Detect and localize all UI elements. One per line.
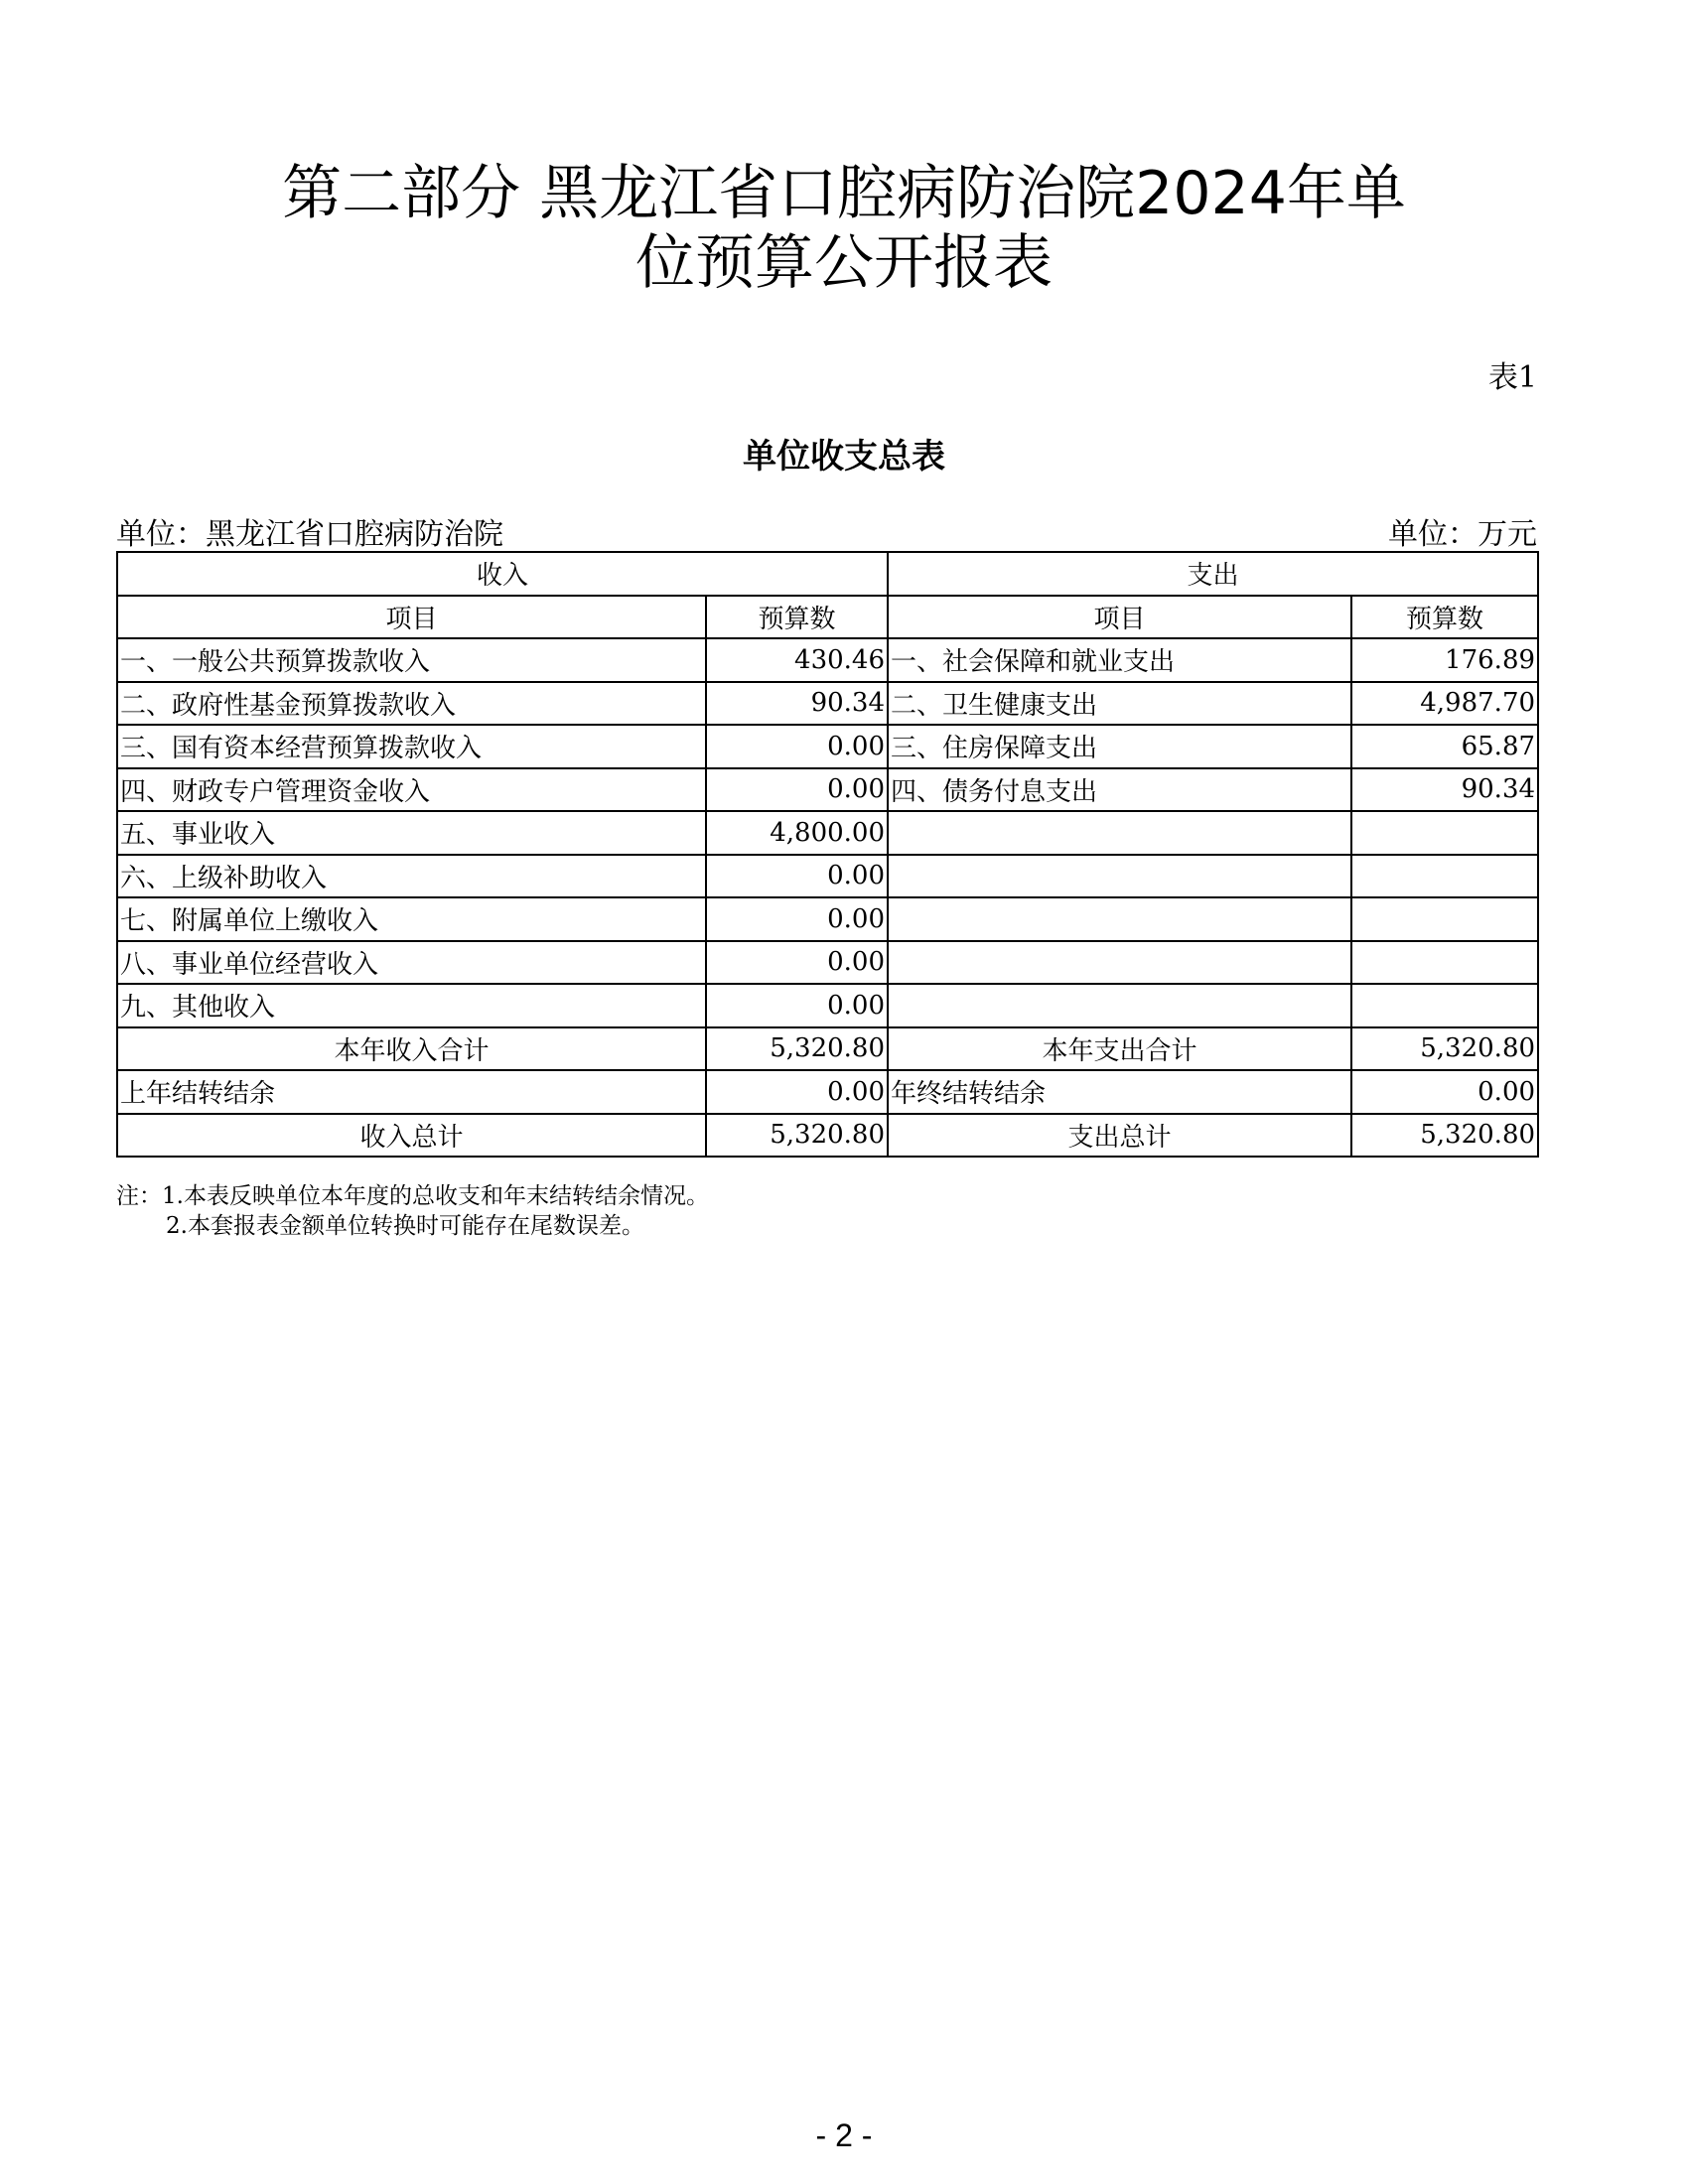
table-row bbox=[117, 811, 1538, 855]
title-line-2: 位预算公开报表 bbox=[635, 228, 1053, 298]
income-item: 六、上级补助收入 bbox=[117, 855, 706, 898]
expense-value bbox=[1351, 811, 1538, 855]
income-expense-table bbox=[116, 551, 1539, 1158]
expense-value: 176.89 bbox=[1351, 638, 1538, 682]
income-total-value: 5,320.80 bbox=[706, 1114, 888, 1158]
income-item: 八、事业单位经营收入 bbox=[117, 941, 706, 985]
table-title: 单位收支总表 bbox=[743, 437, 945, 477]
expense-item: 二、卫生健康支出 bbox=[888, 682, 1351, 726]
income-budget-header: 预算数 bbox=[706, 596, 888, 639]
note-line-1: 注：1.本表反映单位本年度的总收支和年末结转结余情况。 bbox=[116, 1183, 709, 1209]
income-item: 七、附属单位上缴收入 bbox=[117, 897, 706, 941]
expense-budget-header: 预算数 bbox=[1351, 596, 1538, 639]
column-header-row bbox=[117, 596, 1538, 639]
income-item: 九、其他收入 bbox=[117, 984, 706, 1027]
unit-organization: 单位：黑龙江省口腔病防治院 bbox=[116, 517, 503, 552]
income-item: 四、财政专户管理资金收入 bbox=[117, 768, 706, 812]
expense-value bbox=[1351, 941, 1538, 985]
expense-item-header: 项目 bbox=[888, 596, 1351, 639]
income-header: 收入 bbox=[117, 552, 888, 596]
expense-value: 65.87 bbox=[1351, 725, 1538, 768]
table-row bbox=[117, 768, 1538, 812]
expense-item bbox=[888, 941, 1351, 985]
table-row bbox=[117, 897, 1538, 941]
expense-header: 支出 bbox=[888, 552, 1538, 596]
table-row bbox=[117, 855, 1538, 898]
expense-item bbox=[888, 811, 1351, 855]
expense-item bbox=[888, 984, 1351, 1027]
expense-value bbox=[1351, 855, 1538, 898]
expense-item: 三、住房保障支出 bbox=[888, 725, 1351, 768]
expense-carryover-value: 0.00 bbox=[1351, 1070, 1538, 1114]
expense-total-value: 5,320.80 bbox=[1351, 1114, 1538, 1158]
income-value: 90.34 bbox=[706, 682, 888, 726]
income-item-header: 项目 bbox=[117, 596, 706, 639]
page-title bbox=[0, 159, 1688, 298]
income-carryover-value: 0.00 bbox=[706, 1070, 888, 1114]
table-row bbox=[117, 682, 1538, 726]
page-number: - 2 - bbox=[815, 2117, 873, 2153]
table-row bbox=[117, 984, 1538, 1027]
income-subtotal-label: 本年收入合计 bbox=[117, 1027, 706, 1071]
table-notes bbox=[116, 1181, 709, 1241]
expense-item bbox=[888, 855, 1351, 898]
income-value: 0.00 bbox=[706, 768, 888, 812]
expense-item: 四、债务付息支出 bbox=[888, 768, 1351, 812]
expense-value bbox=[1351, 984, 1538, 1027]
expense-value bbox=[1351, 897, 1538, 941]
expense-value: 90.34 bbox=[1351, 768, 1538, 812]
income-value: 0.00 bbox=[706, 725, 888, 768]
income-value: 0.00 bbox=[706, 984, 888, 1027]
income-value: 0.00 bbox=[706, 855, 888, 898]
expense-subtotal-value: 5,320.80 bbox=[1351, 1027, 1538, 1071]
income-item: 一、一般公共预算拨款收入 bbox=[117, 638, 706, 682]
table-row bbox=[117, 638, 1538, 682]
income-carryover-label: 上年结转结余 bbox=[117, 1070, 706, 1114]
note-line-2: 2.本套报表金额单位转换时可能存在尾数误差。 bbox=[166, 1213, 644, 1239]
table-row bbox=[117, 725, 1538, 768]
income-value: 430.46 bbox=[706, 638, 888, 682]
total-row bbox=[117, 1114, 1538, 1158]
table-number: 表1 bbox=[1487, 360, 1537, 395]
income-item: 三、国有资本经营预算拨款收入 bbox=[117, 725, 706, 768]
income-value: 4,800.00 bbox=[706, 811, 888, 855]
income-value: 0.00 bbox=[706, 941, 888, 985]
income-item: 五、事业收入 bbox=[117, 811, 706, 855]
expense-value: 4,987.70 bbox=[1351, 682, 1538, 726]
unit-currency: 单位：万元 bbox=[1388, 517, 1537, 552]
title-line-1: 第二部分 黑龙江省口腔病防治院2024年单 bbox=[282, 159, 1406, 228]
expense-total-label: 支出总计 bbox=[888, 1114, 1351, 1158]
income-item: 二、政府性基金预算拨款收入 bbox=[117, 682, 706, 726]
income-subtotal-value: 5,320.80 bbox=[706, 1027, 888, 1071]
table-row bbox=[117, 941, 1538, 985]
section-header-row bbox=[117, 552, 1538, 596]
expense-carryover-label: 年终结转结余 bbox=[888, 1070, 1351, 1114]
subtotal-row bbox=[117, 1027, 1538, 1071]
expense-item: 一、社会保障和就业支出 bbox=[888, 638, 1351, 682]
carryover-row bbox=[117, 1070, 1538, 1114]
income-value: 0.00 bbox=[706, 897, 888, 941]
expense-item bbox=[888, 897, 1351, 941]
income-total-label: 收入总计 bbox=[117, 1114, 706, 1158]
expense-subtotal-label: 本年支出合计 bbox=[888, 1027, 1351, 1071]
